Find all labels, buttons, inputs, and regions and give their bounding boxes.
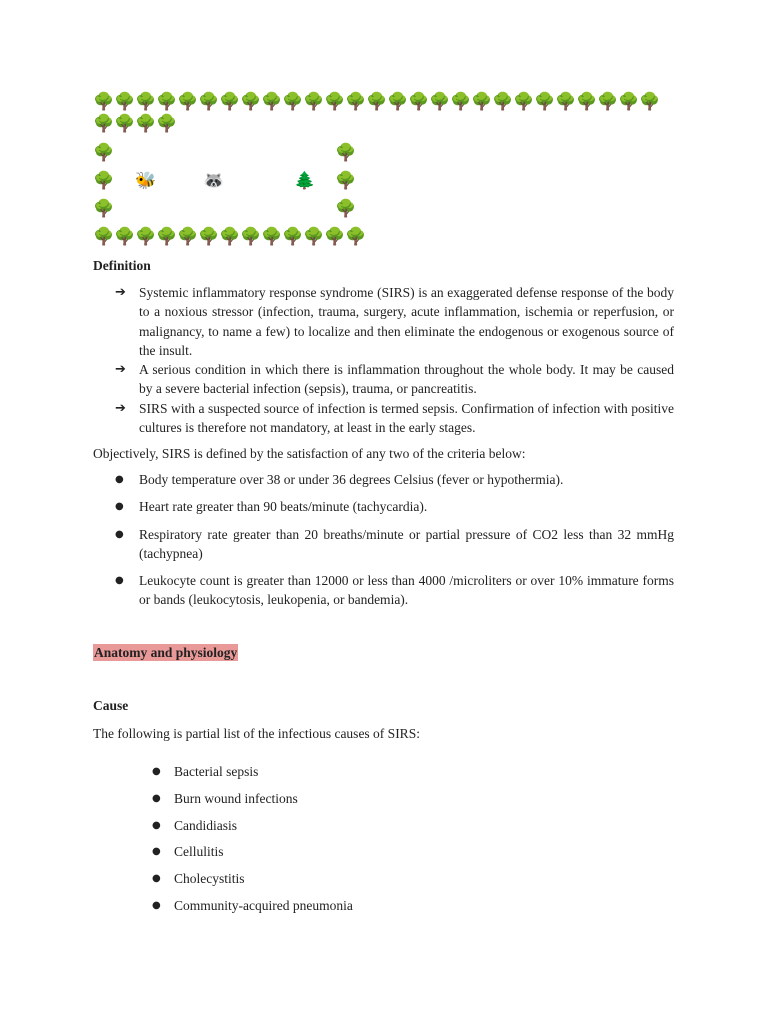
tree-icon: 🌳 xyxy=(303,92,325,112)
tree-icon: 🌳 xyxy=(408,92,430,112)
tree-icon: 🌳 xyxy=(177,227,199,247)
tree-icon: 🌳 xyxy=(93,92,115,112)
bullet-icon: ● xyxy=(115,474,124,485)
list-item: ➔ SIRS with a suspected source of infection is termed sepsis. Confirmation of infection with positive cultures is therefore not mandatory, at least in the early stages. xyxy=(115,400,674,436)
bullet-icon: ● xyxy=(115,528,124,540)
tree-icon: 🌳 xyxy=(335,143,357,163)
tree-icon: 🌳 xyxy=(324,227,346,247)
pine-tree-icon: 🌲 xyxy=(294,171,316,191)
tree-icon: 🌳 xyxy=(387,92,409,112)
tree-icon: 🌳 xyxy=(93,227,115,247)
tree-icon: 🌳 xyxy=(303,227,325,247)
tree-icon: 🌳 xyxy=(282,92,304,112)
list-item: ● Body temperature over 38 or under 36 degrees Celsius (fever or hypothermia). xyxy=(115,470,674,489)
tree-icon: 🌳 xyxy=(114,92,136,112)
tree-icon: 🌳 xyxy=(135,227,157,247)
list-item: ● Respiratory rate greater than 20 breaths/minute or partial pressure of CO2 less than 32 mmHg (tachypnea) xyxy=(115,526,674,561)
highlighted-heading-text: Anatomy and physiology xyxy=(94,645,238,660)
tree-icon: 🌳 xyxy=(240,227,262,247)
cause-intro: The following is partial list of the infectious causes of SIRS: xyxy=(93,726,420,741)
tree-icon: 🌳 xyxy=(261,92,283,112)
list-item: ● Heart rate greater than 90 beats/minute (tachycardia). xyxy=(115,497,674,516)
bullet-icon: ● xyxy=(152,792,161,804)
list-item: ● Bacterial sepsis xyxy=(152,764,259,779)
tree-icon: 🌳 xyxy=(93,199,115,219)
tree-icon: 🌳 xyxy=(198,92,220,112)
tree-icon: 🌳 xyxy=(156,114,178,134)
arrow-icon: ➔ xyxy=(115,285,126,300)
tree-icon: 🌳 xyxy=(198,227,220,247)
raccoon-icon: 🦝 xyxy=(203,171,225,191)
tree-icon: 🌳 xyxy=(282,227,304,247)
tree-icon: 🌳 xyxy=(219,92,241,112)
list-item: ● Community-acquired pneumonia xyxy=(152,897,353,913)
tree-icon: 🌳 xyxy=(597,92,619,112)
criteria-list xyxy=(115,470,674,618)
tree-icon: 🌳 xyxy=(492,92,514,112)
anatomy-heading xyxy=(93,645,238,661)
tree-icon: 🌳 xyxy=(114,227,136,247)
tree-icon: 🌳 xyxy=(534,92,556,112)
tree-icon: 🌳 xyxy=(240,92,262,112)
tree-icon: 🌳 xyxy=(177,92,199,112)
tree-icon: 🌳 xyxy=(429,92,451,112)
list-item: ● Candidiasis xyxy=(152,817,237,833)
tree-icon: 🌳 xyxy=(345,227,367,247)
tree-icon: 🌳 xyxy=(513,92,535,112)
tree-icon: 🌳 xyxy=(639,92,661,112)
list-item: ● Cholecystitis xyxy=(152,871,245,887)
tree-icon: 🌳 xyxy=(93,171,115,191)
tree-icon: 🌳 xyxy=(156,92,178,112)
tree-icon: 🌳 xyxy=(324,92,346,112)
list-item: ● Leukocyte count is greater than 12000 or less than 4000 /microliters or over 10% immature forms or bands (leukocytosis, leukopenia, or bandemia). xyxy=(115,573,674,608)
tree-icon: 🌳 xyxy=(114,114,136,134)
list-item: ➔ A serious condition in which there is inflammation throughout the whole body. It may be caused by a severe bacterial infection (sepsis), trauma, or pancreatitis. xyxy=(115,362,674,397)
objectively-paragraph: Objectively, SIRS is defined by the satisfaction of any two of the criteria below: xyxy=(93,446,526,461)
tree-icon: 🌳 xyxy=(93,143,115,163)
list-item: ➔ Systemic inflammatory response syndrome (SIRS) is an exaggerated defense response of the body to a noxious stressor (infection, trauma, surgery, acute inflammation, ischemia or reperfusion, or malignancy, to name a few) to localize and then eliminate the endogenous or exogenous source of the insult. xyxy=(115,285,674,358)
cause-list xyxy=(152,762,353,923)
tree-icon: 🌳 xyxy=(135,92,157,112)
tree-icon: 🌳 xyxy=(471,92,493,112)
tree-icon: 🌳 xyxy=(135,114,157,134)
tree-icon: 🌳 xyxy=(219,227,241,247)
bee-icon: 🐝 xyxy=(135,171,157,191)
arrow-icon: ➔ xyxy=(115,400,126,416)
bullet-icon: ● xyxy=(152,766,161,777)
tree-icon: 🌳 xyxy=(618,92,640,112)
tree-icon: 🌳 xyxy=(93,114,115,134)
tree-icon: 🌳 xyxy=(555,92,577,112)
tree-icon: 🌳 xyxy=(345,92,367,112)
tree-icon: 🌳 xyxy=(576,92,598,112)
definition-heading: Definition xyxy=(93,258,151,273)
tree-icon: 🌳 xyxy=(450,92,472,112)
tree-icon: 🌳 xyxy=(156,227,178,247)
list-item: ● Burn wound infections xyxy=(152,790,298,806)
definition-list xyxy=(115,283,674,437)
cause-heading: Cause xyxy=(93,698,129,713)
tree-icon: 🌳 xyxy=(335,171,357,191)
list-item: ● Cellulitis xyxy=(152,844,224,860)
bullet-icon: ● xyxy=(115,501,124,513)
arrow-icon: ➔ xyxy=(115,362,126,378)
tree-icon: 🌳 xyxy=(366,92,388,112)
bullet-icon: ● xyxy=(115,575,124,587)
bullet-icon: ● xyxy=(152,899,161,911)
bullet-icon: ● xyxy=(152,846,161,858)
bullet-icon: ● xyxy=(152,819,161,831)
bullet-icon: ● xyxy=(152,873,161,885)
tree-icon: 🌳 xyxy=(261,227,283,247)
tree-icon: 🌳 xyxy=(335,199,357,219)
